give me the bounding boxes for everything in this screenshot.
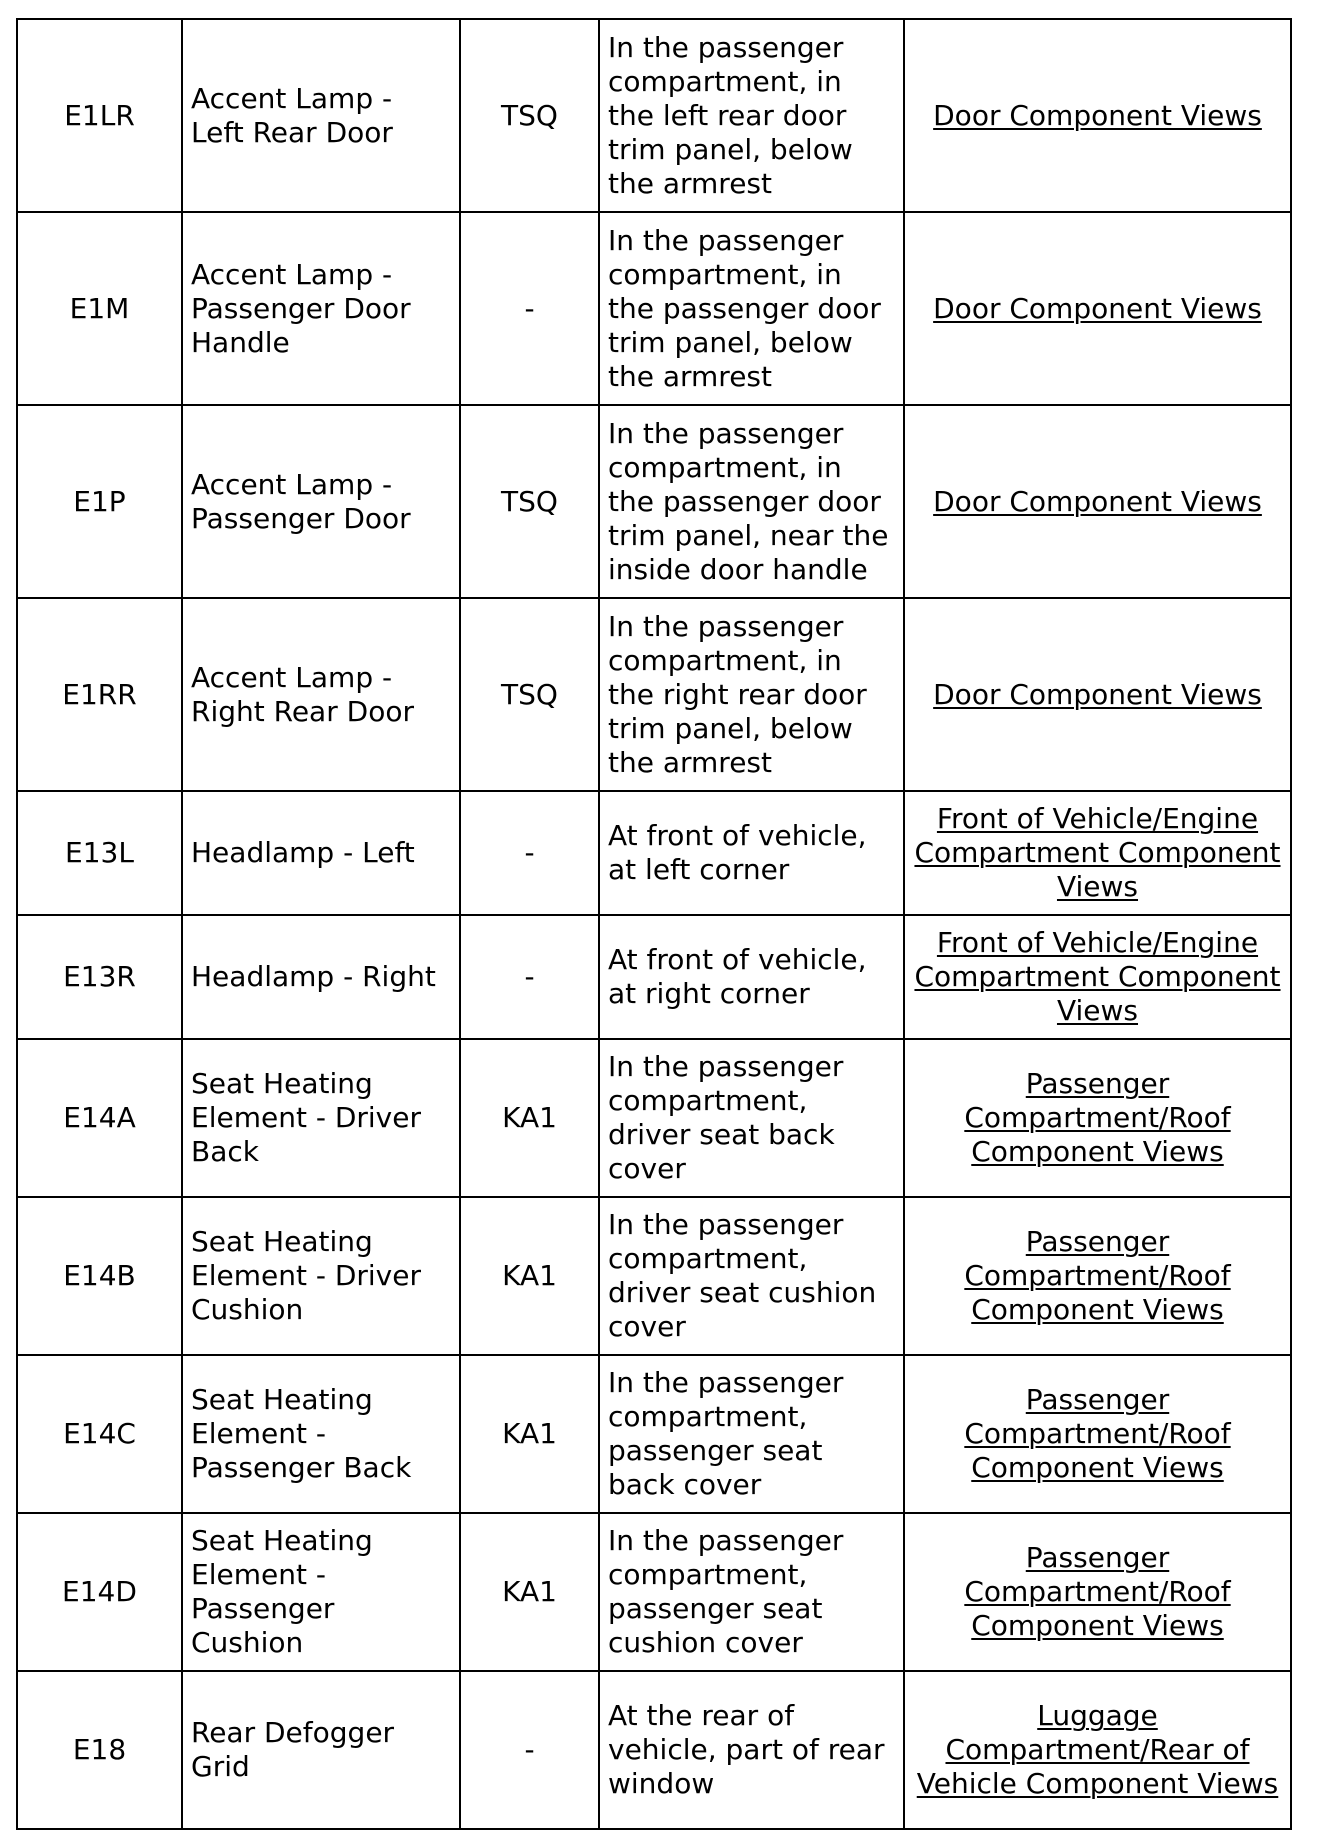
component-view-cell	[904, 1513, 1291, 1671]
component-number: E1RR	[17, 598, 182, 791]
component-name: Accent Lamp - Passenger Door Handle	[182, 212, 460, 405]
table-row	[17, 1039, 1291, 1197]
component-view-cell	[904, 1039, 1291, 1197]
component-view-link[interactable]: Passenger Compartment/Roof Component Views	[964, 1067, 1231, 1168]
option-code: KA1	[460, 1197, 599, 1355]
table-row	[17, 1671, 1291, 1829]
option-code: TSQ	[460, 405, 599, 598]
component-number: E14C	[17, 1355, 182, 1513]
component-name: Headlamp - Left	[182, 791, 460, 915]
component-location: In the passenger compartment, in the passenger door trim panel, below the armrest	[599, 212, 904, 405]
option-code: -	[460, 915, 599, 1039]
component-name: Rear Defogger Grid	[182, 1671, 460, 1829]
component-view-link[interactable]: Door Component Views	[933, 291, 1262, 325]
option-code: KA1	[460, 1039, 599, 1197]
component-number: E18	[17, 1671, 182, 1829]
component-name: Headlamp - Right	[182, 915, 460, 1039]
component-view-link[interactable]: Passenger Compartment/Roof Component Views	[964, 1541, 1231, 1642]
component-view-cell	[904, 791, 1291, 915]
component-name: Seat Heating Element - Passenger Cushion	[182, 1513, 460, 1671]
component-view-cell	[904, 1355, 1291, 1513]
component-location: In the passenger compartment, passenger seat back cover	[599, 1355, 904, 1513]
table-row	[17, 915, 1291, 1039]
table-row	[17, 1513, 1291, 1671]
component-view-cell	[904, 915, 1291, 1039]
component-location: At the rear of vehicle, part of rear window	[599, 1671, 904, 1829]
component-name: Accent Lamp - Left Rear Door	[182, 19, 460, 212]
component-name: Seat Heating Element - Driver Back	[182, 1039, 460, 1197]
table-row	[17, 1355, 1291, 1513]
component-view-link[interactable]: Front of Vehicle/Engine Compartment Component Views	[914, 802, 1281, 903]
component-number: E14B	[17, 1197, 182, 1355]
component-view-cell	[904, 212, 1291, 405]
option-code: KA1	[460, 1513, 599, 1671]
component-view-link[interactable]: Passenger Compartment/Roof Component Views	[964, 1383, 1231, 1484]
component-name: Accent Lamp - Right Rear Door	[182, 598, 460, 791]
component-number: E1LR	[17, 19, 182, 212]
component-name: Seat Heating Element - Passenger Back	[182, 1355, 460, 1513]
component-location: At front of vehicle, at left corner	[599, 791, 904, 915]
component-location: In the passenger compartment, driver seat cushion cover	[599, 1197, 904, 1355]
component-name: Seat Heating Element - Driver Cushion	[182, 1197, 460, 1355]
option-code: TSQ	[460, 598, 599, 791]
component-view-link[interactable]: Front of Vehicle/Engine Compartment Component Views	[914, 926, 1281, 1027]
component-view-cell	[904, 1671, 1291, 1829]
option-code: -	[460, 212, 599, 405]
table-row	[17, 1197, 1291, 1355]
table-row	[17, 405, 1291, 598]
component-view-cell	[904, 405, 1291, 598]
component-location: In the passenger compartment, in the right rear door trim panel, below the armrest	[599, 598, 904, 791]
option-code: KA1	[460, 1355, 599, 1513]
component-view-link[interactable]: Door Component Views	[933, 484, 1262, 518]
table-row	[17, 19, 1291, 212]
component-locator-table	[16, 18, 1292, 1830]
component-number: E13R	[17, 915, 182, 1039]
component-location: At front of vehicle, at right corner	[599, 915, 904, 1039]
component-number: E13L	[17, 791, 182, 915]
component-location: In the passenger compartment, driver seat back cover	[599, 1039, 904, 1197]
component-view-link[interactable]: Passenger Compartment/Roof Component Views	[964, 1225, 1231, 1326]
option-code: TSQ	[460, 19, 599, 212]
component-number: E14D	[17, 1513, 182, 1671]
component-view-link[interactable]: Door Component Views	[933, 98, 1262, 132]
component-number: E1M	[17, 212, 182, 405]
option-code: -	[460, 791, 599, 915]
table-row	[17, 791, 1291, 915]
component-number: E14A	[17, 1039, 182, 1197]
component-view-cell	[904, 1197, 1291, 1355]
component-location: In the passenger compartment, in the passenger door trim panel, near the inside door handle	[599, 405, 904, 598]
component-location: In the passenger compartment, passenger seat cushion cover	[599, 1513, 904, 1671]
component-view-link[interactable]: Luggage Compartment/Rear of Vehicle Component Views	[916, 1699, 1279, 1800]
table-row	[17, 598, 1291, 791]
component-name: Accent Lamp - Passenger Door	[182, 405, 460, 598]
component-view-link[interactable]: Door Component Views	[933, 677, 1262, 711]
table-row	[17, 212, 1291, 405]
component-view-cell	[904, 19, 1291, 212]
component-location: In the passenger compartment, in the left rear door trim panel, below the armrest	[599, 19, 904, 212]
component-number: E1P	[17, 405, 182, 598]
component-view-cell	[904, 598, 1291, 791]
option-code: -	[460, 1671, 599, 1829]
